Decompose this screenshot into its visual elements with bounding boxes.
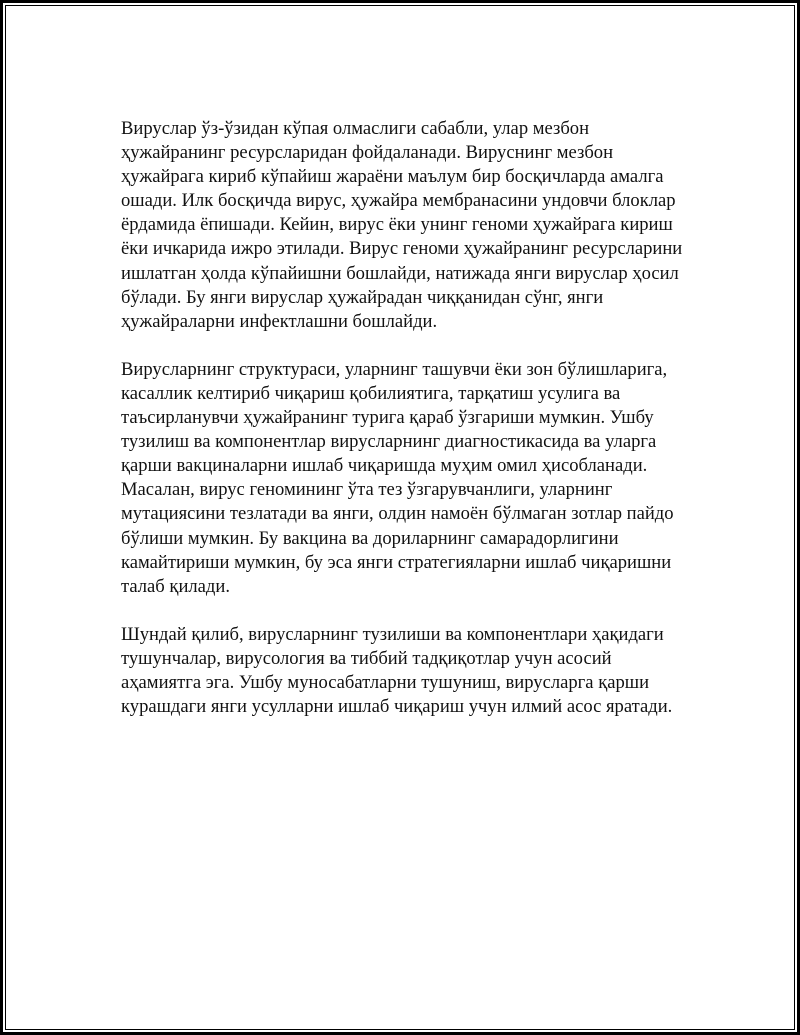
text-line: ошади. Илк босқичда вирус, ҳужайра мембранасини ундовчи блоклар: [121, 190, 676, 212]
text-line: ёрдамида ёпишади. Кейин, вирус ёки унинг геноми ҳужайрага кириш: [121, 214, 673, 236]
text-line: Шундай қилиб, вирусларнинг тузилиши ва компонентлари ҳақидаги: [121, 623, 664, 645]
text-line: ҳужайраларни инфектлашни бошлайди.: [121, 310, 438, 332]
text-line: курашдаги янги усулларни ишлаб чиқариш учун илмий асос яратади.: [121, 696, 673, 718]
paragraph-1: [121, 117, 701, 334]
text-line: ишлатган ҳолда кўпайишни бошлайди, натижада янги вируслар ҳосил: [121, 262, 679, 284]
paragraph-3: [121, 623, 701, 719]
text-line: Масалан, вирус геномининг ўта тез ўзгарувчанлиги, уларнинг: [121, 479, 613, 501]
text-line: мутациясини тезлатади ва янги, олдин намоён бўлмаган зотлар пайдо: [121, 503, 674, 525]
text-line: тушунчалар, вирусология ва тиббий тадқиқотлар учун асосий: [121, 647, 612, 669]
text-line: Вирусларнинг структураси, уларнинг ташувчи ёки зон бўлишларига,: [121, 358, 668, 380]
text-line: Вируслар ўз-ўзидан кўпая олмаслиги сабабли, улар мезбон: [121, 118, 590, 139]
document-body: [121, 117, 701, 743]
text-line: ёки ичкарида ижро этилади. Вирус геноми ҳужайранинг ресурсларини: [121, 238, 683, 260]
text-line: тузилиш ва компонентлар вирусларнинг диагностикасида ва уларга: [121, 431, 657, 453]
text-line: талаб қилади.: [121, 575, 230, 597]
text-line: таъсирланувчи ҳужайранинг турига қараб ўзгариши мумкин. Ушбу: [121, 407, 654, 429]
text-line: бўлади. Бу янги вируслар ҳужайрадан чиққанидан сўнг, янги: [121, 286, 604, 308]
text-line: бўлиши мумкин. Бу вакцина ва дориларнинг самарадорлигини: [121, 527, 619, 549]
text-line: касаллик келтириб чиқариш қобилиятига, тарқатиш усулига ва: [121, 382, 621, 404]
text-line: ҳужайрага кириб кўпайиш жараёни маълум бир босқичларда амалга: [121, 166, 664, 188]
text-line: аҳамиятга эга. Ушбу муносабатларни тушуниш, вирусларга қарши: [121, 671, 650, 693]
text-line: ҳужайранинг ресурсларидан фойдаланади. Вируснинг мезбон: [121, 142, 614, 164]
text-line: камайтириши мумкин, бу эса янги стратегияларни ишлаб чиқаришни: [121, 551, 672, 573]
paragraph-2: [121, 358, 701, 599]
text-line: қарши вакциналарни ишлаб чиқаришда муҳим омил ҳисобланади.: [121, 455, 648, 477]
